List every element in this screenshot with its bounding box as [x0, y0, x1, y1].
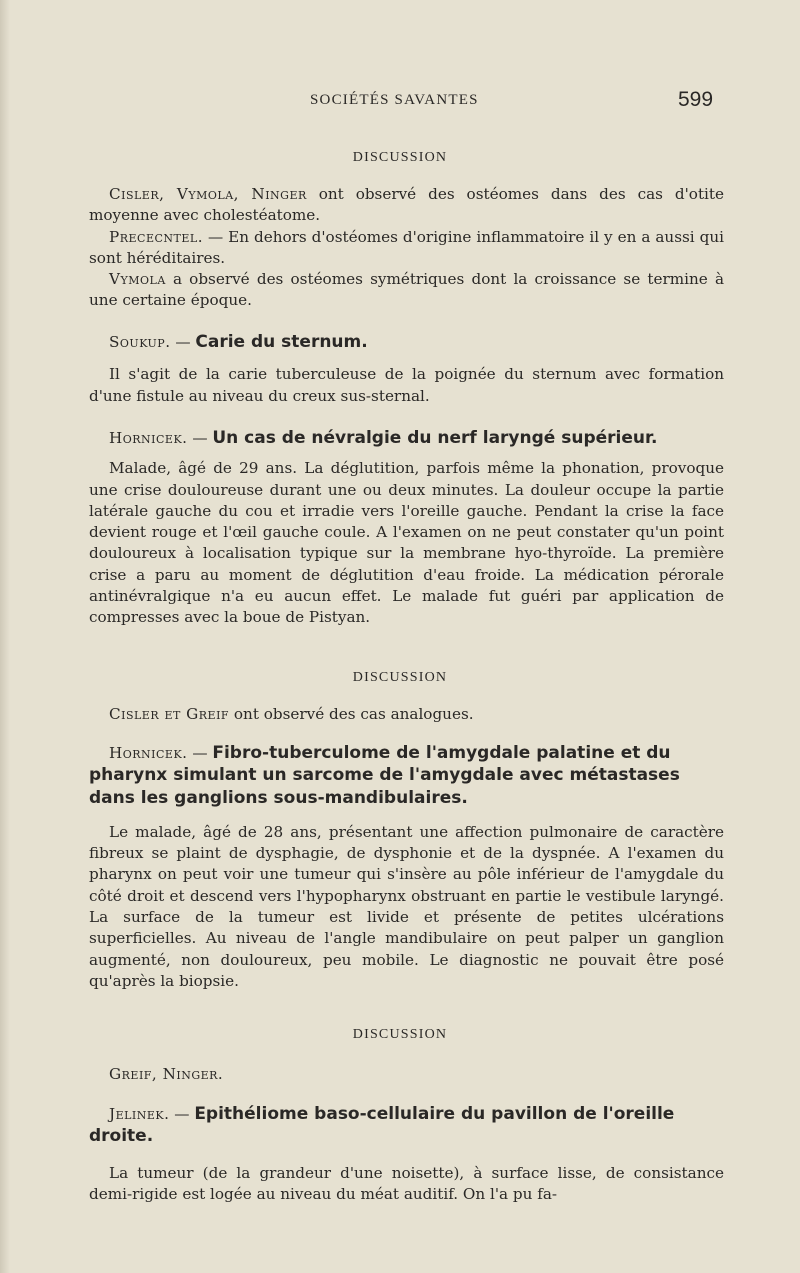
article-hornicek-fibro: [89, 742, 724, 992]
running-head: SOCIÉTÉS SAVANTES: [310, 92, 479, 108]
article-title: Fibro-tuberculome de l'amygdale palatine et du pharynx simulant un sarcome de l'amygdale avec métastases dans les ganglions sous-mandibulaires.: [89, 743, 680, 808]
article-title: Epithéliome baso-cellulaire du pavillon de l'oreille droite.: [89, 1104, 675, 1147]
article-heading: Hornicek. — Un cas de névralgie du nerf laryngé supérieur.: [109, 428, 658, 448]
article-hornicek-nevralgie: [89, 427, 724, 629]
article-soukup: [89, 331, 724, 407]
article-body: Malade, âgé de 29 ans. La déglutition, parfois même la phonation, provoque une crise douloureuse durant une ou deux minutes. La douleur occupe la partie latérale gauche du cou et irradie vers l'oreille gauche. Pendant la crise la face devient rouge et l'œil gauche coule. A l'examen on ne peut constater qu'un point douloureux à localisation typique sur la membrane hyo-thyroïde. La première crise a paru au moment de déglutition d'eau froide. La médication pérorale antinévralgique n'a eu aucun effet. Le malade fut guéri par application de compresses avec la boue de Pistyan.: [89, 459, 724, 627]
author-names: Cisler et Greif: [109, 705, 230, 723]
page-number: 599: [678, 88, 714, 111]
paragraph-vymola: Vymola a observé des ostéomes symétriques dont la croissance se termine à une certaine époque.: [89, 270, 724, 310]
article-title: Carie du sternum.: [195, 332, 368, 352]
article-heading: Jelinek. — Epithéliome baso-cellulaire du pavillon de l'oreille droite.: [89, 1104, 675, 1147]
author-name: Jelinek.: [109, 1105, 170, 1123]
article-body: Le malade, âgé de 28 ans, présentant une affection pulmonaire de caractère fibreux se plaint de dysphagie, de dysphonie et de la dyspnée. A l'examen du pharynx on peut voir une tumeur qui s'insère au pôle inférieur de l'amygdale du côté droit et descend vers l'hypopharynx obstruant en partie le vestibule laryngé. La surface de la tumeur est livide et présente de petites ulcérations superficielles. Au niveau de l'angle mandibulaire on peut palper un ganglion augmenté, non douloureux, peu mobile. Le diagnostic ne pouvait être posé qu'après la biopsie.: [89, 822, 724, 990]
article-heading: Soukup. — Carie du sternum.: [109, 332, 368, 352]
author-name: Prececntel.: [109, 227, 204, 246]
paragraph-discussion: [89, 1064, 724, 1085]
page-edge-shadow: [0, 0, 10, 1273]
author-name: Soukup.: [109, 333, 171, 351]
author-name: Vymola: [109, 270, 166, 289]
article-body: La tumeur (de la grandeur d'une noisette), à surface lisse, de consistance demi-rigide est logée au niveau du méat auditif. On l'a pu fa-: [89, 1163, 724, 1203]
author-name: Hornicek.: [109, 744, 188, 762]
paragraph-precechtel: Prececntel. — En dehors d'ostéomes d'origine inflammatoire il y en a aussi qui sont héréditaires.: [89, 227, 724, 267]
page-header: [0, 88, 800, 114]
author-names: Greif, Ninger.: [109, 1065, 224, 1083]
paragraph-cisler: Cisler, Vymola, Ninger ont observé des ostéomes dans des cas d'otite moyenne avec cholestéatome.: [89, 185, 724, 225]
author-names: Cisler, Vymola, Ninger: [109, 185, 307, 203]
book-page: SOCIÉTÉS SAVANTES 599 DISCUSSION Cisler, Vymola, Ninger ont observé des ostéomes dans des cas d'otite moyenne avec cholestéatome. Prececntel. — En dehors d'ostéomes d'origine inflammatoire il y en a aussi qui sont héréditaires. Vymola a observé des ostéomes symétriques dont la croissance se termine à une certaine époque. Soukup. — Carie du sternum. Il s'agit de la carie tuberculeuse de la poignée du sternum avec formation d'une fistule au niveau du creux sus-sternal. Hornicek. — Un cas de névralgie du nerf laryngé supérieur. Malade, âgé de 29 ans. La déglutition, parfois même la phonation, provoque une crise douloureuse durant une ou deux minutes. La douleur occupe la partie latérale gauche du cou et irradie vers l'oreille gauche. Pendant la crise la face devient rouge et l'œil gauche coule. A l'examen on ne peut constater qu'un point douloureux à localisation typique sur la membrane hyo-thyroïde. La première crise a paru au moment de déglutition d'eau froide. La médication pérorale antinévralgique n'a eu aucun effet. Le malade fut guéri par application de compresses avec la boue de Pistyan. DISCUSSION Cisler et Greif ont observé des cas analogues. Hornicek. — Fibro-tuberculome de l'amygdale palatine et du pharynx simulant un sarcome de l'amygdale avec métastases dans les ganglions sous-mandibulaires. Le malade, âgé de 28 ans, présentant une affection pulmonaire de caractère fibreux se plaint de dysphagie, de dysphonie et de la dyspnée. A l'examen du pharynx on peut voir une tumeur qui s'insère au pôle inférieur de l'amygdale du côté droit et descend vers l'hypopharynx obstruant en partie le vestibule laryngé. La surface de la tumeur est livide et présente de petites ulcérations superficielles. Au niveau de l'angle mandibulaire on peut palper un ganglion augmenté, non douloureux, peu mobile. Le diagnostic ne pouvait être posé qu'après la biopsie. DISCUSSION Greif, Ninger. Jelinek. — Epithéliome baso-cellulaire du pavillon de l'oreille droite. La tumeur (de la grandeur d'une noisette), à surface lisse, de consistance demi-rigide est logée au niveau du méat auditif. On l'a pu fa-: [0, 0, 800, 1273]
discussion-1-body: [89, 184, 724, 312]
article-heading: Hornicek. — Fibro-tuberculome de l'amygdale palatine et du pharynx simulant un sarcome de l'amygdale avec métastases dans les ganglions sous-mandibulaires.: [89, 743, 680, 808]
discussion-3-body: [89, 1064, 724, 1085]
article-body: Il s'agit de la carie tuberculeuse de la poignée du sternum avec formation d'une fistule au niveau du creux sus-sternal.: [89, 365, 724, 405]
article-jelinek: [89, 1103, 724, 1205]
discussion-2-body: [89, 704, 724, 725]
article-title: Un cas de névralgie du nerf laryngé supérieur.: [212, 428, 658, 448]
paragraph-discussion: Cisler et Greif ont observé des cas analogues.: [109, 705, 474, 723]
author-name: Hornicek.: [109, 429, 188, 447]
